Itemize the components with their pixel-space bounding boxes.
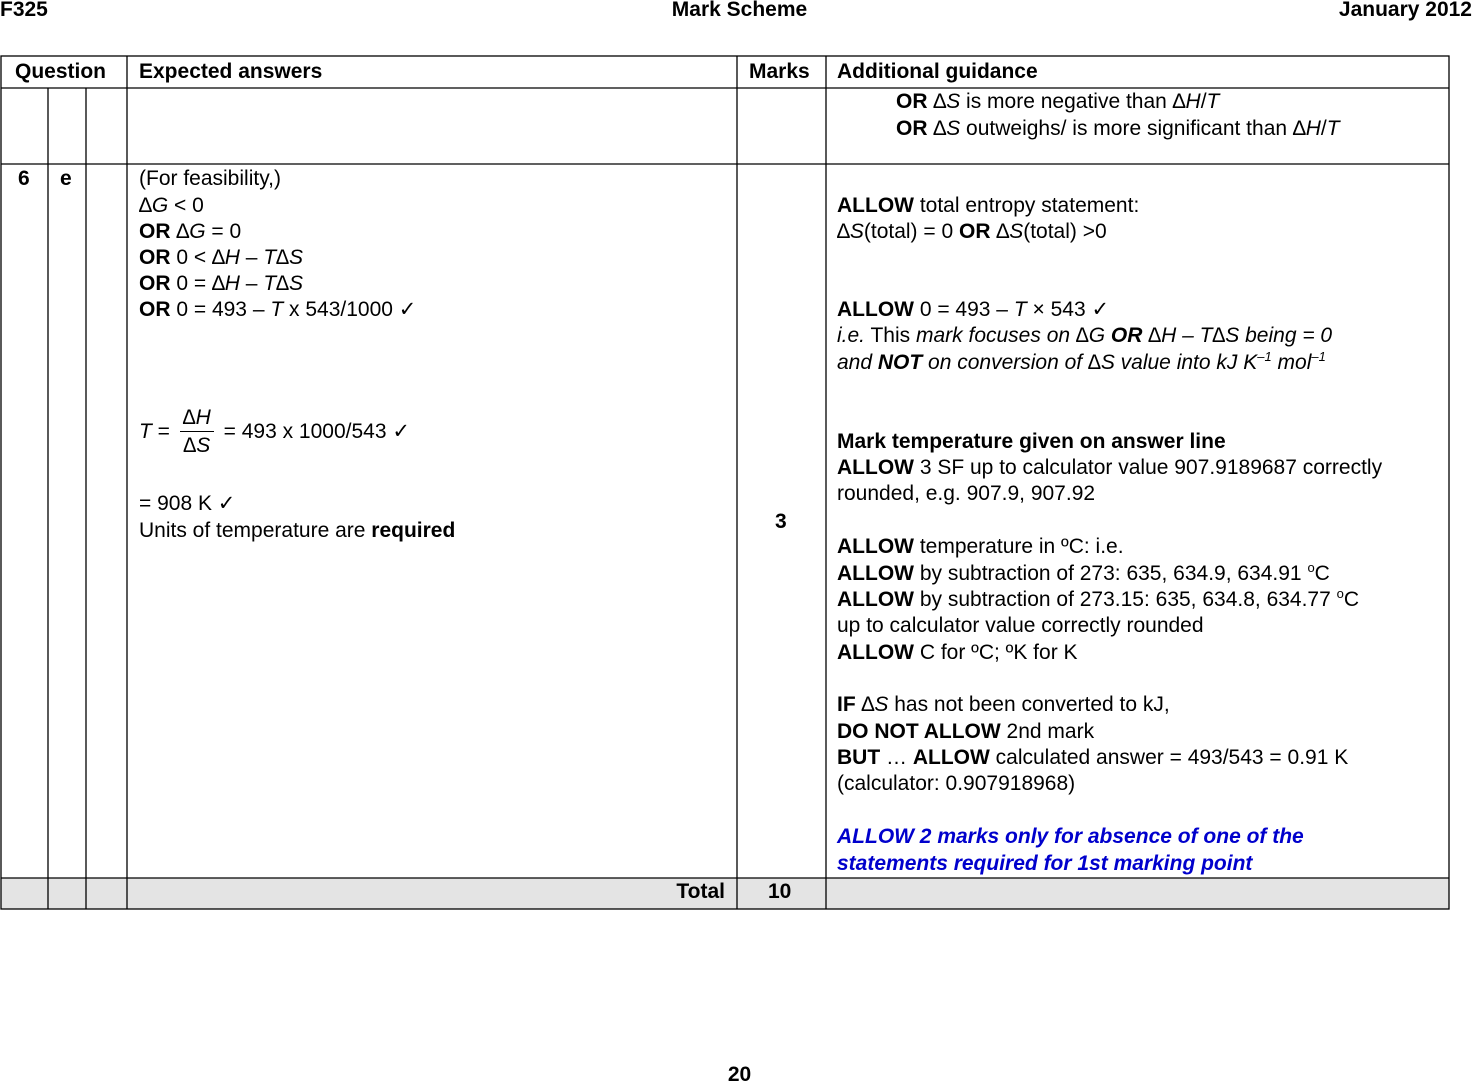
marks-value: 3 (775, 510, 787, 533)
guidance-line: (calculator: 0.907918968) (837, 772, 1076, 795)
guidance-line: i.e. This mark focuses on ∆G OR ∆H – T∆S being = 0 (837, 324, 1333, 347)
guidance-line: ALLOW temperature in ºC: i.e. (837, 535, 1124, 558)
guidance-line: ∆S(total) = 0 OR ∆S(total) >0 (837, 220, 1107, 243)
guidance-heading: Mark temperature given on answer line (837, 430, 1226, 453)
guidance-line: rounded, e.g. 907.9, 907.92 (837, 482, 1096, 505)
guidance-line: ALLOW 3 SF up to calculator value 907.9189687 correctly (837, 456, 1383, 479)
question-part: e (60, 167, 72, 190)
answer-line-6: OR 0 = 493 – T x 543/1000 ✓ (139, 298, 417, 321)
guidance-line: ALLOW 0 = 493 – T × 543 ✓ (837, 298, 1110, 321)
exam-code: F325 (0, 0, 48, 21)
guidance-line: ALLOW total entropy statement: (837, 194, 1140, 217)
total-marks: 10 (768, 880, 792, 903)
temperature-formula: T = $\frac{\Delta H}{\Delta S}$ = 493 x 1000/543 ✓ (139, 405, 410, 460)
total-label: Total (676, 880, 725, 903)
answer-line-3: OR ∆G = 0 (139, 220, 242, 243)
answer-line-4: OR 0 < ∆H – T∆S (139, 246, 304, 269)
guidance-line: up to calculator value correctly rounded (837, 614, 1204, 637)
document-title: Mark Scheme (671, 0, 808, 21)
guidance-line: BUT … ALLOW calculated answer = 493/543 = 0.91 K (837, 746, 1349, 769)
guidance-note-blue: statements required for 1st marking point (837, 852, 1253, 875)
guidance-note-blue: ALLOW 2 marks only for absence of one of the (837, 825, 1304, 848)
guidance-line: ALLOW C for ºC; ºK for K (837, 641, 1078, 664)
answer-result: = 908 K ✓ (139, 492, 236, 515)
answer-units-note: Units of temperature are required (139, 519, 456, 542)
guidance-continued-line-1: OR ∆S is more negative than ∆H/T (896, 90, 1220, 113)
answer-line-2: ∆G < 0 (139, 194, 204, 217)
column-header-additional-guidance: Additional guidance (837, 60, 1038, 83)
guidance-line: ALLOW by subtraction of 273.15: 635, 634.8, 634.77 $^o$C (837, 586, 1360, 611)
guidance-line: IF ∆S has not been converted to kJ, (837, 693, 1170, 716)
column-header-expected-answers: Expected answers (139, 60, 323, 83)
exam-date: January 2012 (1338, 0, 1472, 21)
question-number: 6 (18, 167, 30, 190)
guidance-line: DO NOT ALLOW 2nd mark (837, 720, 1095, 743)
guidance-line: ALLOW by subtraction of 273: 635, 634.9, 634.91 $^o$C (837, 560, 1330, 585)
guidance-line: and NOT on conversion of ∆S value into kJ $K^{-1}$ mol$^{-1}$ (837, 349, 1326, 374)
column-header-marks: Marks (749, 60, 810, 83)
delta-h-over-delta-s-fraction: $\frac{\Delta H}{\Delta S}$ (180, 405, 214, 460)
total-row-shading (1, 878, 1449, 909)
guidance-continued-line-2: OR ∆S outweighs/ is more significant than ∆H/T (896, 117, 1340, 140)
column-header-question: Question (15, 60, 107, 83)
answer-line-5: OR 0 = ∆H – T∆S (139, 272, 304, 295)
page-number: 20 (727, 1063, 752, 1086)
answer-line-1: (For feasibility,) (139, 167, 281, 190)
